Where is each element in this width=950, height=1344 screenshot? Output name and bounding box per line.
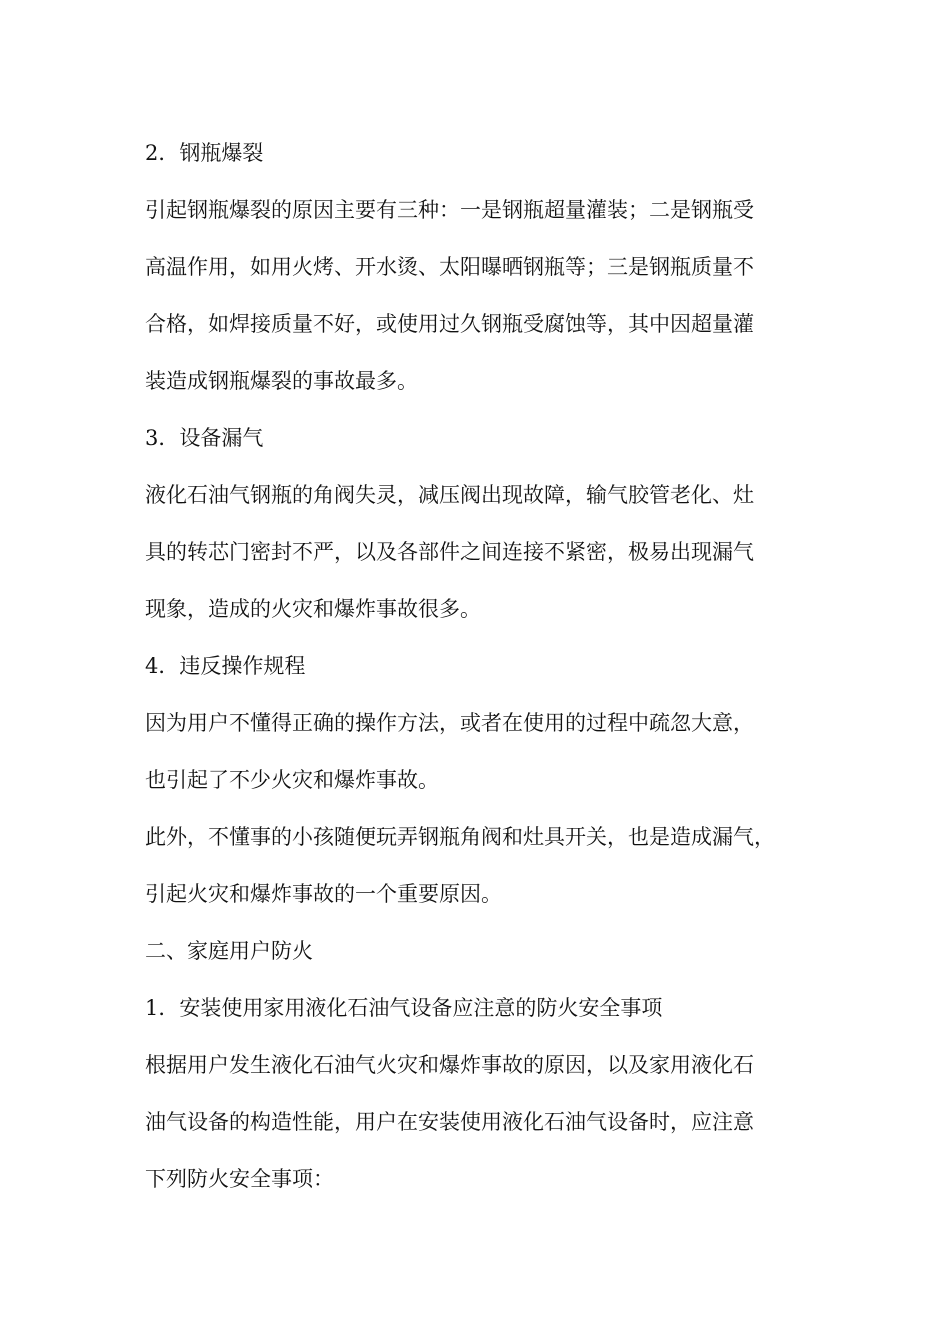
paragraph-line: 合格，如焊接质量不好，或使用过久钢瓶受腐蚀等，其中因超量灌 [145, 312, 754, 336]
paragraph-line: 油气设备的构造性能，用户在安装使用液化石油气设备时，应注意 [145, 1110, 754, 1134]
paragraph-line: 此外，不懂事的小孩随便玩弄钢瓶角阀和灶具开关，也是造成漏气， [145, 825, 775, 849]
section-heading: 4．违反操作规程 [145, 654, 306, 678]
paragraph-line: 也引起了不少火灾和爆炸事故。 [145, 768, 439, 792]
paragraph-line: 下列防火安全事项： [145, 1167, 334, 1191]
section-heading: 2．钢瓶爆裂 [145, 141, 264, 165]
paragraph-line: 根据用户发生液化石油气火灾和爆炸事故的原因，以及家用液化石 [145, 1053, 754, 1077]
section-heading: 3．设备漏气 [145, 426, 264, 450]
paragraph-line: 装造成钢瓶爆裂的事故最多。 [145, 369, 418, 393]
paragraph-line: 液化石油气钢瓶的角阀失灵，减压阀出现故障，输气胶管老化、灶 [145, 483, 754, 507]
paragraph-line: 引起钢瓶爆裂的原因主要有三种：一是钢瓶超量灌装；二是钢瓶受 [145, 198, 754, 222]
paragraph-line: 具的转芯门密封不严，以及各部件之间连接不紧密，极易出现漏气 [145, 540, 754, 564]
section-heading: 1．安装使用家用液化石油气设备应注意的防火安全事项 [145, 996, 663, 1020]
paragraph-line: 因为用户不懂得正确的操作方法，或者在使用的过程中疏忽大意， [145, 711, 754, 735]
paragraph-line: 现象，造成的火灾和爆炸事故很多。 [145, 597, 481, 621]
chapter-heading: 二、家庭用户防火 [145, 939, 313, 963]
paragraph-line: 高温作用，如用火烤、开水烫、太阳曝晒钢瓶等；三是钢瓶质量不 [145, 255, 754, 279]
paragraph-line: 引起火灾和爆炸事故的一个重要原因。 [145, 882, 502, 906]
